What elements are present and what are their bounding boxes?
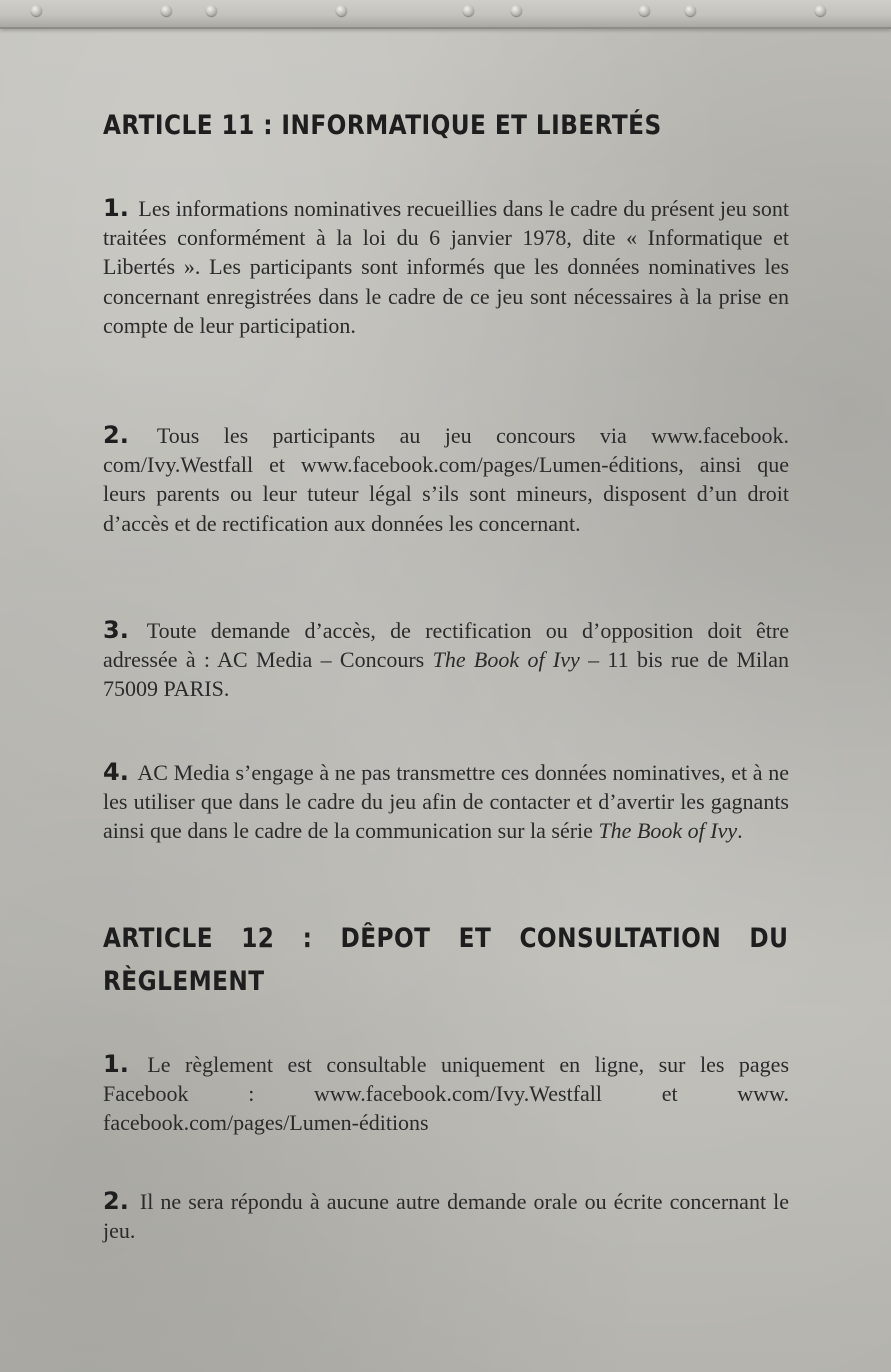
item-text: Tous les participants au jeu concours via www.facebook. com/Ivy.Westfall et www.facebook.com/pages/Lumen-éditions, ainsi que leurs parents ou leur tuteur légal s’ils sont mineurs, disposent d’un droit d’accès et de rectification aux données les concernant.	[103, 423, 789, 536]
rivet-icon	[161, 5, 172, 16]
item-number: 3.	[103, 616, 129, 644]
rivet-icon	[206, 5, 217, 16]
article-12-item-2	[103, 1187, 789, 1245]
item-number: 1.	[103, 1050, 129, 1078]
item-text-end: .	[737, 818, 743, 844]
rivet-icon	[815, 5, 826, 16]
rivet-icon	[336, 5, 347, 16]
article-11-item-3	[103, 616, 789, 704]
item-number: 2.	[103, 1187, 129, 1215]
item-number: 4.	[103, 758, 129, 786]
item-text: Il ne sera répondu à aucune autre demande orale ou écrite concernant le jeu.	[103, 1189, 790, 1244]
item-number: 1.	[103, 194, 129, 222]
rivet-icon	[511, 5, 522, 16]
article-12-item-1	[103, 1050, 789, 1138]
rivet-icon	[463, 5, 474, 16]
item-text: Les informations nominatives recueillies dans le cadre du présent jeu sont traitées conformément à la loi du 6 janvier 1978, dite « Informatique et Libertés ». Les participants sont informés que les données nominatives les concernant enregistrées dans le cadre de ce jeu sont nécessaires à la prise en compte de leur participation.	[103, 196, 790, 338]
article-11-title: ARTICLE 11 : INFORMATIQUE ET LIBERTÉS	[103, 110, 662, 141]
article-11-item-4	[103, 758, 789, 846]
article-11-item-1	[103, 194, 789, 340]
rivet-icon	[639, 5, 650, 16]
rivet-icon	[31, 5, 42, 16]
item-text: Le règlement est consultable uniquement en ligne, sur les pages Facebook : www.facebook.com/Ivy.Westfall et www. facebook.com/pages/Lumen-éditions	[103, 1052, 789, 1136]
article-11-item-2	[103, 421, 789, 538]
book-title: The Book of Ivy	[598, 818, 738, 844]
book-title: The Book of Ivy	[432, 647, 580, 673]
metal-rail	[0, 0, 891, 29]
article-12-title: ARTICLE 12 : DÊPOT ET CONSULTATION DU RÈGLEMENT	[103, 923, 789, 997]
item-text-end: – 11 bis rue de Milan 75009 PARIS.	[103, 647, 790, 702]
item-text-start: Toute demande d’accès, de rectification ou d’opposition doit être adressée à : AC Media – Concours	[103, 618, 789, 673]
item-number: 2.	[103, 421, 129, 449]
item-text-start: AC Media s’engage à ne pas transmettre ces données nominatives, et à ne les utiliser que dans le cadre du jeu afin de contacter et d’avertir les gagnants ainsi que dans le cadre de la communication sur la série	[103, 760, 789, 844]
rivet-icon	[685, 5, 696, 16]
